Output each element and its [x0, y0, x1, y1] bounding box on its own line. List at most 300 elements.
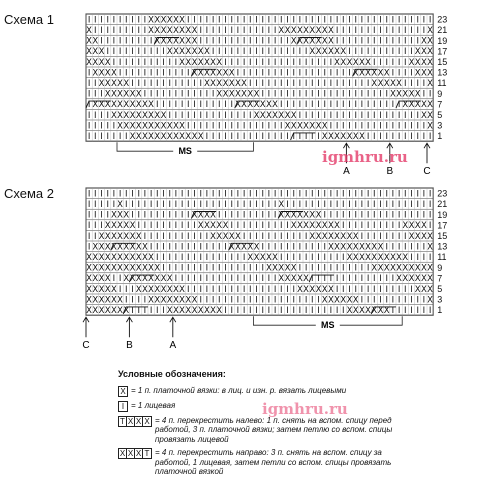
marker-label: B — [126, 340, 133, 352]
stitch-knit-cell: I — [218, 284, 221, 295]
stitch-knit-cell: I — [317, 79, 320, 89]
stitch-knit-cell: I — [162, 57, 165, 68]
stitch-knit-cell: I — [422, 210, 426, 221]
stitch-knit-cell: I — [218, 242, 221, 253]
stitch-twisted-cell: X — [210, 221, 217, 232]
stitch-twisted-cell: X — [86, 284, 93, 295]
stitch-twisted-cell: X — [253, 242, 260, 253]
stitch-twisted-cell: X — [92, 274, 99, 285]
legend-symbol — [118, 416, 152, 427]
stitch-twisted-cell: X — [247, 242, 254, 253]
stitch-knit-cell: I — [360, 121, 364, 132]
row-number: 9 — [437, 88, 443, 99]
stitch-knit-cell: I — [311, 57, 314, 68]
stitch-knit-cell: I — [100, 221, 103, 232]
stitch-knit-cell: I — [267, 284, 271, 295]
stitch-knit-cell: I — [230, 15, 233, 26]
stitch-twisted-cell: X — [117, 253, 124, 263]
stitch-knit-cell: I — [348, 110, 351, 121]
stitch-knit-cell: I — [205, 284, 209, 295]
stitch-knit-cell: I — [149, 89, 153, 100]
stitch-knit-cell: I — [404, 110, 407, 121]
stitch-twisted-cell: X — [92, 242, 99, 253]
stitch-knit-cell: I — [397, 295, 401, 306]
stitch-knit-cell: I — [106, 189, 109, 200]
stitch-twisted-cell: X — [117, 100, 124, 111]
stitch-knit-cell: I — [422, 253, 426, 263]
stitch-knit-cell: I — [391, 295, 395, 306]
stitch-knit-cell: I — [404, 210, 407, 221]
stitch-twisted-cell: X — [327, 36, 334, 47]
stitch-knit-cell: I — [100, 210, 103, 221]
stitch-knit-cell: I — [385, 57, 388, 68]
stitch-knit-cell: I — [366, 15, 370, 26]
stitch-knit-cell: I — [298, 132, 302, 142]
stitch-twisted-cell: X — [148, 132, 155, 142]
stitch-knit-cell: I — [329, 68, 333, 79]
row-number: 3 — [437, 120, 443, 131]
stitch-knit-cell: I — [143, 210, 147, 221]
stitch-twisted-cell: X — [191, 68, 198, 79]
stitch-twisted-cell: X — [420, 284, 427, 295]
stitch-knit-cell: I — [156, 242, 159, 253]
stitch-knit-cell: I — [249, 57, 252, 68]
stitch-twisted-cell: X — [197, 47, 204, 58]
stitch-twisted-cell: X — [210, 231, 217, 242]
stitch-knit-cell: I — [224, 26, 227, 36]
stitch-twisted-cell: X — [427, 68, 434, 79]
legend — [118, 370, 418, 481]
stitch-knit-cell: I — [187, 100, 190, 111]
stitch-knit-cell: I — [397, 36, 401, 47]
stitch-knit-cell: I — [317, 100, 320, 111]
stitch-twisted-cell: X — [340, 231, 347, 242]
stitch-knit-cell: I — [317, 306, 320, 316]
stitch-knit-cell: I — [410, 15, 413, 26]
stitch-knit-cell: I — [397, 47, 401, 58]
stitch-knit-cell: I — [317, 263, 320, 274]
stitch-twisted-cell: X — [408, 221, 415, 232]
stitch-knit-cell: I — [379, 57, 382, 68]
stitch-knit-cell: I — [218, 26, 221, 36]
stitch-knit-cell: I — [249, 189, 252, 200]
stitch-knit-cell: I — [335, 200, 339, 210]
row-number: 11 — [437, 78, 447, 89]
stitch-twisted-cell: X — [303, 274, 310, 285]
stitch-knit-cell: I — [199, 26, 202, 36]
stitch-knit-cell: I — [211, 15, 215, 26]
stitch-knit-cell: I — [236, 274, 240, 285]
stitch-twisted-cell: X — [228, 89, 235, 100]
stitch-twisted-cell: X — [92, 57, 99, 68]
stitch-knit-cell: I — [410, 36, 413, 47]
stitch-twisted-cell: X — [92, 68, 99, 79]
stitch-knit-cell: I — [249, 121, 252, 132]
stitch-knit-cell: I — [100, 89, 103, 100]
stitch-knit-cell: I — [354, 89, 357, 100]
stitch-knit-cell: I — [397, 15, 401, 26]
stitch-twisted-cell: X — [334, 47, 341, 58]
stitch-knit-cell: I — [230, 26, 233, 36]
stitch-twisted-cell: X — [309, 121, 316, 132]
stitch-knit-cell: I — [348, 100, 351, 111]
stitch-knit-cell: I — [218, 295, 221, 306]
stitch-knit-cell: I — [211, 89, 215, 100]
stitch-knit-cell: I — [131, 295, 134, 306]
stitch-twisted-cell: X — [86, 47, 93, 58]
stitch-twisted-cell: X — [408, 263, 415, 274]
stitch-knit-cell: I — [422, 26, 426, 36]
stitch-twisted-cell: X — [309, 210, 316, 221]
stitch-knit-cell: I — [143, 295, 147, 306]
stitch-knit-cell: I — [125, 26, 128, 36]
stitch-knit-cell: I — [180, 253, 184, 263]
stitch-knit-cell: I — [354, 26, 357, 36]
stitch-knit-cell: I — [385, 200, 388, 210]
stitch-twisted-cell: X — [117, 121, 124, 132]
stitch-twisted-cell: X — [166, 121, 173, 132]
stitch-knit-cell: I — [255, 284, 258, 295]
stitch-knit-cell: I — [180, 110, 184, 121]
stitch-knit-cell: I — [255, 47, 258, 58]
stitch-knit-cell: I — [317, 132, 320, 142]
stitch-twisted-cell: X — [210, 57, 217, 68]
stitch-twisted-cell: X — [278, 26, 285, 36]
marker-label: C — [423, 166, 431, 178]
stitch-twisted-cell: X — [117, 79, 124, 89]
stitch-twisted-cell: X — [420, 68, 427, 79]
row-number: 21 — [437, 25, 448, 36]
stitch-twisted-cell: X — [216, 57, 223, 68]
stitch-knit-cell: I — [385, 36, 388, 47]
stitch-knit-cell: I — [267, 274, 271, 285]
stitch-twisted-cell: X — [315, 121, 322, 132]
stitch-twisted-cell: X — [98, 242, 105, 253]
stitch-knit-cell: I — [292, 295, 295, 306]
stitch-knit-cell: I — [397, 242, 401, 253]
legend-text: = 4 п. перекрестить налево: 1 п. снять на вспом. спицу перед работой, 3 п. платочной вязки; затем петлю со вспом. спицы провязать лицевой — [155, 415, 393, 444]
stitch-knit-cell: I — [410, 284, 413, 295]
stitch-twisted-cell: X — [290, 263, 297, 274]
stitch-twisted-cell: X — [154, 295, 161, 306]
stitch-knit-cell: I — [180, 89, 184, 100]
stitch-knit-cell: I — [311, 306, 314, 316]
stitch-knit-cell: I — [267, 36, 271, 47]
stitch-knit-cell: I — [224, 15, 227, 26]
stitch-twisted-cell: X — [420, 110, 427, 121]
stitch-knit-cell: I — [211, 295, 215, 306]
stitch-knit-cell: I — [360, 89, 364, 100]
stitch-twisted-cell: X — [259, 100, 266, 111]
stitch-twisted-cell: X — [135, 274, 142, 285]
stitch-knit-cell: I — [224, 284, 227, 295]
stitch-knit-cell: I — [224, 274, 227, 285]
stitch-knit-cell: I — [193, 79, 196, 89]
stitch-twisted-cell: X — [327, 284, 334, 295]
stitch-knit-cell: I — [180, 100, 184, 111]
stitch-knit-cell: I — [242, 231, 246, 242]
stitch-knit-cell: I — [298, 295, 302, 306]
stitch-knit-cell: I — [385, 132, 388, 142]
stitch-twisted-cell: X — [222, 221, 229, 232]
stitch-knit-cell: I — [94, 15, 97, 26]
stitch-knit-cell: I — [280, 284, 283, 295]
stitch-knit-cell: I — [267, 306, 271, 316]
stitch-twisted-cell: X — [123, 210, 130, 221]
stitch-knit-cell: I — [292, 47, 295, 58]
stitch-knit-cell: I — [199, 284, 202, 295]
stitch-twisted-cell: X — [123, 100, 130, 111]
stitch-knit-cell: I — [304, 253, 308, 263]
stitch-knit-cell: I — [273, 295, 277, 306]
stitch-knit-cell: I — [255, 26, 258, 36]
stitch-knit-cell: I — [280, 242, 283, 253]
stitch-knit-cell: I — [404, 26, 407, 36]
stitch-knit-cell: I — [292, 100, 295, 111]
stitch-knit-cell: I — [335, 253, 339, 263]
stitch-knit-cell: I — [391, 284, 395, 295]
stitch-knit-cell: I — [236, 295, 240, 306]
stitch-twisted-cell: X — [110, 100, 117, 111]
stitch-knit-cell: I — [280, 189, 283, 200]
stitch-knit-cell: I — [385, 210, 388, 221]
stitch-knit-cell: I — [267, 26, 271, 36]
stitch-twisted-cell: X — [129, 263, 136, 274]
stitch-knit-cell: I — [168, 263, 171, 274]
stitch-knit-cell: I — [323, 68, 326, 79]
stitch-knit-cell: I — [205, 110, 209, 121]
stitch-knit-cell: I — [131, 26, 134, 36]
stitch-knit-cell: I — [168, 221, 171, 232]
stitch-knit-cell: I — [323, 210, 326, 221]
stitch-twisted-cell: X — [427, 295, 434, 306]
stitch-knit-cell: I — [267, 47, 271, 58]
stitch-knit-cell: I — [162, 263, 165, 274]
stitch-knit-cell: I — [193, 121, 196, 132]
stitch-knit-cell: I — [149, 231, 153, 242]
stitch-twisted-cell: X — [110, 68, 117, 79]
stitch-twisted-cell: X — [203, 68, 210, 79]
stitch-twisted-cell: X — [166, 132, 173, 142]
stitch-knit-cell: I — [187, 15, 190, 26]
stitch-knit-cell: I — [329, 110, 333, 121]
stitch-twisted-cell: X — [172, 132, 179, 142]
stitch-knit-cell: I — [255, 263, 258, 274]
stitch-knit-cell: I — [255, 189, 258, 200]
stitch-twisted-cell: X — [129, 253, 136, 263]
legend-symbol-cell: X — [119, 449, 126, 458]
stitch-knit-cell: I — [286, 57, 289, 68]
stitch-knit-cell: I — [156, 306, 159, 316]
stitch-twisted-cell: X — [396, 263, 403, 274]
stitch-knit-cell: I — [348, 79, 351, 89]
stitch-knit-cell: I — [335, 306, 339, 316]
stitch-knit-cell: I — [304, 79, 308, 89]
stitch-twisted-cell: X — [135, 121, 142, 132]
stitch-twisted-cell: X — [191, 57, 198, 68]
stitch-twisted-cell: X — [123, 79, 130, 89]
stitch-knit-cell: I — [292, 89, 295, 100]
row-number: 21 — [437, 199, 448, 210]
stitch-knit-cell: I — [335, 121, 339, 132]
stitch-knit-cell: I — [174, 231, 178, 242]
stitch-knit-cell: I — [187, 274, 190, 285]
stitch-knit-cell: I — [404, 15, 407, 26]
stitch-twisted-cell: X — [389, 253, 396, 263]
stitch-knit-cell: I — [174, 221, 178, 232]
stitch-knit-cell: I — [416, 306, 419, 316]
stitch-twisted-cell: X — [141, 242, 148, 253]
stitch-knit-cell: I — [87, 79, 91, 89]
legend-symbol — [118, 401, 128, 412]
stitch-knit-cell: I — [168, 110, 171, 121]
stitch-twisted-cell: X — [135, 110, 142, 121]
stitch-knit-cell: I — [385, 231, 388, 242]
stitch-knit-cell: I — [366, 221, 370, 232]
stitch-twisted-cell: X — [290, 121, 297, 132]
stitch-twisted-cell: X — [154, 284, 161, 295]
stitch-twisted-cell: X — [129, 89, 136, 100]
stitch-twisted-cell: X — [179, 36, 186, 47]
stitch-knit-cell: I — [125, 68, 128, 79]
row-number: 23 — [437, 188, 448, 199]
stitch-twisted-cell: X — [321, 132, 328, 142]
stitch-knit-cell: I — [131, 210, 134, 221]
stitch-twisted-cell: X — [110, 89, 117, 100]
stitch-twisted-cell: X — [148, 15, 155, 26]
stitch-knit-cell: I — [404, 47, 407, 58]
stitch-knit-cell: I — [261, 189, 264, 200]
stitch-twisted-cell: X — [427, 263, 434, 274]
stitch-knit-cell: I — [397, 132, 401, 142]
stitch-knit-cell: I — [242, 110, 246, 121]
stitch-knit-cell: I — [261, 274, 264, 285]
stitch-knit-cell: I — [416, 253, 419, 263]
stitch-knit-cell: I — [242, 36, 246, 47]
stitch-knit-cell: I — [106, 210, 109, 221]
stitch-twisted-cell: X — [377, 306, 384, 316]
stitch-knit-cell: I — [379, 274, 382, 285]
stitch-knit-cell: I — [311, 274, 314, 285]
stitch-knit-cell: I — [249, 263, 252, 274]
stitch-knit-cell: I — [87, 100, 91, 111]
stitch-knit-cell: I — [311, 189, 314, 200]
stitch-knit-cell: I — [168, 57, 171, 68]
stitch-knit-cell: I — [205, 100, 209, 111]
legend-symbol-cell: T — [144, 449, 150, 458]
stitch-twisted-cell: X — [154, 274, 161, 285]
stitch-knit-cell: I — [162, 68, 165, 79]
stitch-twisted-cell: X — [352, 253, 359, 263]
stitch-twisted-cell: X — [290, 210, 297, 221]
stitch-knit-cell: I — [162, 100, 165, 111]
stitch-twisted-cell: X — [98, 284, 105, 295]
stitch-knit-cell: I — [180, 68, 184, 79]
stitch-knit-cell: I — [323, 100, 326, 111]
stitch-knit-cell: I — [311, 89, 314, 100]
stitch-knit-cell: I — [298, 100, 302, 111]
stitch-knit-cell: I — [143, 36, 147, 47]
stitch-knit-cell: I — [193, 253, 196, 263]
stitch-knit-cell: I — [156, 68, 159, 79]
stitch-twisted-cell: X — [265, 100, 272, 111]
stitch-knit-cell: I — [273, 274, 277, 285]
stitch-knit-cell: I — [273, 242, 277, 253]
stitch-twisted-cell: X — [377, 79, 384, 89]
stitch-twisted-cell: X — [358, 57, 365, 68]
stitch-knit-cell: I — [317, 89, 320, 100]
stitch-twisted-cell: X — [98, 100, 105, 111]
stitch-knit-cell: I — [112, 36, 116, 47]
stitch-knit-cell: I — [112, 274, 116, 285]
marker-label: A — [343, 166, 350, 178]
stitch-knit-cell: I — [298, 57, 302, 68]
stitch-twisted-cell: X — [86, 36, 93, 47]
stitch-knit-cell: I — [298, 231, 302, 242]
stitch-twisted-cell: X — [352, 231, 359, 242]
stitch-knit-cell: I — [261, 89, 264, 100]
stitch-knit-cell: I — [156, 47, 159, 58]
stitch-knit-cell: I — [211, 189, 215, 200]
stitch-knit-cell: I — [410, 26, 413, 36]
stitch-knit-cell: I — [187, 121, 190, 132]
stitch-knit-cell: I — [162, 210, 165, 221]
stitch-twisted-cell: X — [315, 284, 322, 295]
stitch-twisted-cell: X — [315, 26, 322, 36]
stitch-knit-cell: I — [187, 189, 190, 200]
stitch-knit-cell: I — [329, 200, 333, 210]
stitch-knit-cell: I — [298, 242, 302, 253]
stitch-twisted-cell: X — [408, 274, 415, 285]
stitch-twisted-cell: X — [278, 263, 285, 274]
stitch-twisted-cell: X — [247, 253, 254, 263]
stitch-knit-cell: I — [267, 89, 271, 100]
stitch-knit-cell: I — [255, 68, 258, 79]
stitch-knit-cell: I — [218, 100, 221, 111]
stitch-knit-cell: I — [236, 253, 240, 263]
stitch-knit-cell: I — [255, 295, 258, 306]
stitch-knit-cell: I — [273, 57, 277, 68]
stitch-knit-cell: I — [230, 221, 233, 232]
stitch-twisted-cell: X — [340, 47, 347, 58]
stitch-knit-cell: I — [422, 242, 426, 253]
stitch-knit-cell: I — [311, 132, 314, 142]
row-number: 5 — [437, 110, 443, 120]
stitch-knit-cell: I — [211, 284, 215, 295]
stitch-twisted-cell: X — [315, 36, 322, 47]
stitch-knit-cell: I — [428, 210, 432, 221]
stitch-knit-cell: I — [187, 263, 190, 274]
stitch-twisted-cell: X — [92, 100, 99, 111]
stitch-knit-cell: I — [174, 57, 178, 68]
stitch-knit-cell: I — [143, 306, 147, 316]
stitch-knit-cell: I — [404, 68, 407, 79]
stitch-twisted-cell: X — [160, 110, 167, 121]
stitch-knit-cell: I — [174, 263, 178, 274]
stitch-knit-cell: I — [118, 15, 122, 26]
stitch-knit-cell: I — [373, 47, 376, 58]
stitch-twisted-cell: X — [296, 26, 303, 36]
stitch-twisted-cell: X — [346, 57, 353, 68]
stitch-knit-cell: I — [143, 231, 147, 242]
stitch-knit-cell: I — [137, 295, 140, 306]
stitch-twisted-cell: X — [241, 89, 248, 100]
stitch-knit-cell: I — [428, 253, 432, 263]
stitch-knit-cell: I — [255, 57, 258, 68]
stitch-knit-cell: I — [317, 110, 320, 121]
stitch-twisted-cell: X — [172, 15, 179, 26]
stitch-twisted-cell: X — [427, 110, 434, 121]
